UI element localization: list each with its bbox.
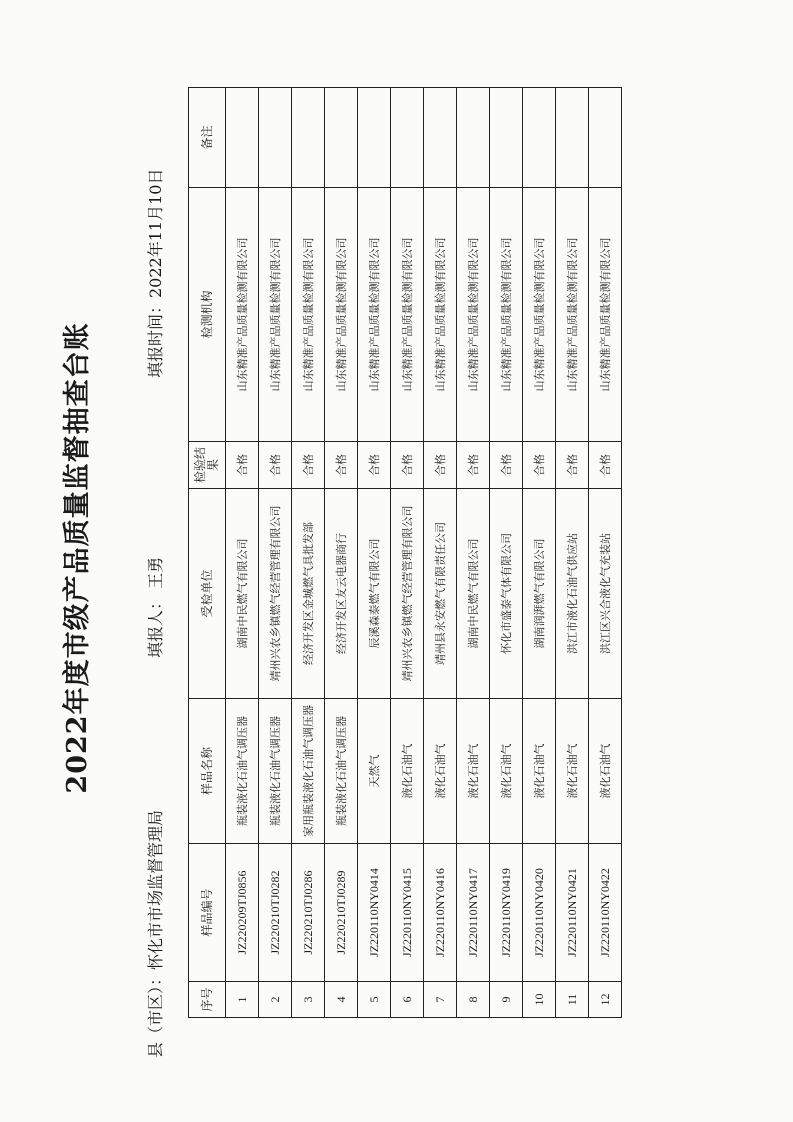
cell-testing-agency: 山东精准产品质量检测有限公司 [523, 188, 556, 442]
rotated-content [55, 58, 745, 1058]
cell-sample-id: JZ220110NY0416 [424, 844, 457, 982]
table-row [523, 88, 556, 1018]
cell-inspected-unit: 湖南中民燃气有限公司 [226, 489, 259, 699]
cell-remarks [226, 88, 259, 188]
cell-testing-agency: 山东精准产品质量检测有限公司 [589, 188, 622, 442]
cell-sample-id: JZ220210TJ0289 [325, 844, 358, 982]
cell-result: 合格 [391, 442, 424, 489]
table-row [490, 88, 523, 1018]
cell-remarks [424, 88, 457, 188]
cell-sample-id: JZ220210TJ0286 [292, 844, 325, 982]
cell-index: 4 [325, 982, 358, 1018]
cell-sample-id: JZ220110NY0419 [490, 844, 523, 982]
cell-result: 合格 [226, 442, 259, 489]
cell-index: 5 [358, 982, 391, 1018]
cell-sample-name: 液化石油气 [490, 699, 523, 844]
cell-sample-name: 液化石油气 [589, 699, 622, 844]
cell-sample-id: JZ220209TJ0856 [226, 844, 259, 982]
cell-sample-name: 液化石油气 [391, 699, 424, 844]
cell-testing-agency: 山东精准产品质量检测有限公司 [325, 188, 358, 442]
table-row [391, 88, 424, 1018]
cell-index: 8 [457, 982, 490, 1018]
table-row [292, 88, 325, 1018]
report-time-label: 填报时间：2022年11月10日 [146, 168, 165, 378]
cell-index: 2 [259, 982, 292, 1018]
cell-inspected-unit: 洪江市液化石油气供应站 [556, 489, 589, 699]
cell-index: 1 [226, 982, 259, 1018]
cell-result: 合格 [292, 442, 325, 489]
table-body [226, 88, 622, 1018]
cell-sample-id: JZ220110NY0421 [556, 844, 589, 982]
cell-testing-agency: 山东精准产品质量检测有限公司 [391, 188, 424, 442]
table-row [325, 88, 358, 1018]
cell-index: 12 [589, 982, 622, 1018]
table-row [259, 88, 292, 1018]
cell-sample-id: JZ220110NY0417 [457, 844, 490, 982]
cell-remarks [556, 88, 589, 188]
header-remarks: 备注 [189, 88, 226, 188]
header-inspected-unit: 受检单位 [189, 489, 226, 699]
cell-sample-id: JZ220110NY0414 [358, 844, 391, 982]
cell-result: 合格 [259, 442, 292, 489]
table-row [589, 88, 622, 1018]
cell-result: 合格 [358, 442, 391, 489]
header-index: 序号 [189, 982, 226, 1018]
cell-remarks [325, 88, 358, 188]
cell-sample-name: 天然气 [358, 699, 391, 844]
table-row [457, 88, 490, 1018]
cell-index: 6 [391, 982, 424, 1018]
cell-index: 9 [490, 982, 523, 1018]
cell-remarks [457, 88, 490, 188]
cell-sample-name: 瓶装液化石油气调压器 [259, 699, 292, 844]
table-header-row [189, 88, 226, 1018]
cell-sample-name: 液化石油气 [556, 699, 589, 844]
cell-inspected-unit: 洪江区兴合液化气充装站 [589, 489, 622, 699]
cell-sample-name: 液化石油气 [424, 699, 457, 844]
cell-inspected-unit: 辰溪森泰燃气有限公司 [358, 489, 391, 699]
cell-remarks [259, 88, 292, 188]
cell-sample-name: 瓶装液化石油气调压器 [325, 699, 358, 844]
cell-sample-name: 瓶装液化石油气调压器 [226, 699, 259, 844]
inspection-table [188, 87, 622, 1018]
cell-remarks [358, 88, 391, 188]
county-label: 县（市区）：怀化市市场监督管理局 [146, 809, 165, 1058]
cell-sample-id: JZ220110NY0422 [589, 844, 622, 982]
cell-testing-agency: 山东精准产品质量检测有限公司 [259, 188, 292, 442]
cell-testing-agency: 山东精准产品质量检测有限公司 [490, 188, 523, 442]
cell-testing-agency: 山东精准产品质量检测有限公司 [457, 188, 490, 442]
cell-testing-agency: 山东精准产品质量检测有限公司 [424, 188, 457, 442]
cell-index: 10 [523, 982, 556, 1018]
document-title: 2022年度市级产品质量监督抽查台账 [62, 322, 93, 794]
cell-sample-id: JZ220210TJ0282 [259, 844, 292, 982]
cell-sample-id: JZ220110NY0415 [391, 844, 424, 982]
cell-sample-name: 液化石油气 [523, 699, 556, 844]
header-sample-name: 样品名称 [189, 699, 226, 844]
cell-remarks [391, 88, 424, 188]
cell-result: 合格 [424, 442, 457, 489]
cell-remarks [523, 88, 556, 188]
cell-sample-name: 家用瓶装液化石油气调压器 [292, 699, 325, 844]
cell-result: 合格 [556, 442, 589, 489]
table-row [556, 88, 589, 1018]
cell-result: 合格 [589, 442, 622, 489]
cell-testing-agency: 山东精准产品质量检测有限公司 [556, 188, 589, 442]
cell-inspected-unit: 经济开发区友云电器商行 [325, 489, 358, 699]
cell-remarks [589, 88, 622, 188]
cell-result: 合格 [523, 442, 556, 489]
table-row [226, 88, 259, 1018]
table-row [358, 88, 391, 1018]
cell-inspected-unit: 湖南润湃燃气有限公司 [523, 489, 556, 699]
cell-inspected-unit: 湖南中民燃气有限公司 [457, 489, 490, 699]
cell-index: 3 [292, 982, 325, 1018]
cell-sample-name: 液化石油气 [457, 699, 490, 844]
cell-testing-agency: 山东精准产品质量检测有限公司 [292, 188, 325, 442]
cell-result: 合格 [490, 442, 523, 489]
cell-inspected-unit: 靖州兴农乡镇燃气经营管理有限公司 [259, 489, 292, 699]
cell-inspected-unit: 怀化市盛泰气体有限公司 [490, 489, 523, 699]
header-result: 检验结果 [189, 442, 226, 489]
cell-index: 7 [424, 982, 457, 1018]
header-testing-agency: 检测机构 [189, 188, 226, 442]
cell-remarks [490, 88, 523, 188]
cell-index: 11 [556, 982, 589, 1018]
cell-result: 合格 [457, 442, 490, 489]
reporter-label: 填报人： 王勇 [146, 556, 165, 658]
header-sample-id: 样品编号 [189, 844, 226, 982]
cell-testing-agency: 山东精准产品质量检测有限公司 [358, 188, 391, 442]
cell-remarks [292, 88, 325, 188]
cell-inspected-unit: 靖州兴农乡镇燃气经营管理有限公司 [391, 489, 424, 699]
table-row [424, 88, 457, 1018]
cell-inspected-unit: 靖州县永安燃气有限责任公司 [424, 489, 457, 699]
cell-result: 合格 [325, 442, 358, 489]
cell-sample-id: JZ220110NY0420 [523, 844, 556, 982]
cell-testing-agency: 山东精准产品质量检测有限公司 [226, 188, 259, 442]
cell-inspected-unit: 经济开发区金城燃气具批发部 [292, 489, 325, 699]
